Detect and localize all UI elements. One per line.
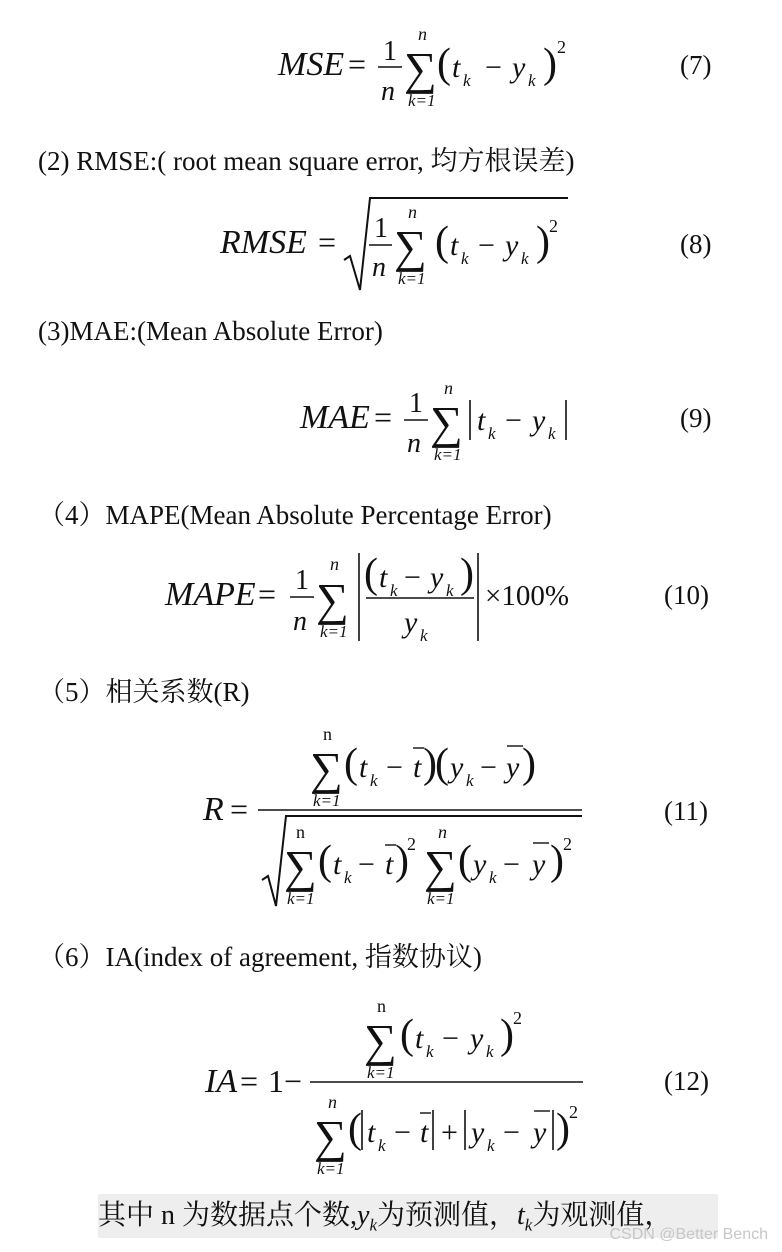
heading-mape: （4）MAPE(Mean Absolute Percentage Error) — [38, 500, 552, 530]
svg-text:2: 2 — [569, 1102, 578, 1122]
svg-text:k: k — [370, 771, 378, 790]
svg-text:y: y — [404, 606, 418, 639]
svg-text:n: n — [372, 252, 386, 283]
equation-rmse — [0, 190, 782, 300]
mape-lhs: MAPE — [165, 576, 256, 613]
equation-number-mape: (10) — [664, 580, 709, 610]
svg-text:t: t — [450, 229, 459, 262]
svg-text:t: t — [333, 848, 342, 881]
heading-r: （5）相关系数(R) — [38, 677, 250, 707]
footer-note: 其中 n 为数据点个数$,y_k$为预测值，$t_k$为观测值， — [98, 1194, 718, 1238]
svg-text:=: = — [374, 399, 393, 435]
svg-text:−: − — [505, 404, 522, 437]
equation-number-r: (11) — [664, 796, 708, 826]
mse-lhs: MSE — [278, 46, 345, 83]
svg-text:2: 2 — [563, 834, 572, 854]
sigma-icon: ∑ — [316, 574, 349, 625]
mae-lhs: MAE — [300, 399, 370, 436]
svg-text:(: ( — [458, 838, 472, 884]
svg-text:n: n — [438, 822, 447, 842]
svg-text:k: k — [390, 581, 398, 600]
svg-text:t: t — [413, 751, 422, 784]
svg-text:k: k — [489, 868, 497, 887]
svg-text:t: t — [367, 1116, 376, 1149]
svg-text:y: y — [505, 229, 519, 262]
heading-mae: (3)MAE:(Mean Absolute Error) — [38, 316, 383, 346]
mape-factor: ×100% — [485, 580, 570, 612]
svg-text:t: t — [379, 561, 388, 594]
svg-text:(: ( — [318, 838, 332, 884]
svg-text:k: k — [488, 424, 496, 443]
svg-text:): ) — [500, 1012, 514, 1058]
svg-text:−: − — [503, 1116, 520, 1149]
svg-text:k: k — [463, 71, 471, 90]
heading-rmse: (2) RMSE:( root mean square error, 均方根误差) — [38, 146, 575, 176]
svg-text:y: y — [512, 51, 526, 84]
svg-text:y: y — [533, 1116, 547, 1149]
svg-text:=: = — [240, 1063, 259, 1099]
svg-text:k=1: k=1 — [320, 622, 348, 641]
svg-text:): ) — [460, 551, 474, 597]
svg-text:−: − — [503, 848, 520, 881]
svg-text:y: y — [532, 848, 546, 881]
svg-text:k: k — [344, 868, 352, 887]
rmse-lhs: RMSE — [220, 224, 307, 261]
svg-text:(: ( — [364, 551, 378, 597]
sigma-icon: ∑ — [310, 743, 343, 794]
svg-text:(: ( — [435, 741, 449, 787]
svg-text:t: t — [420, 1116, 429, 1149]
sigma-icon: ∑ — [424, 841, 457, 892]
svg-text:n: n — [330, 554, 339, 574]
svg-text:y: y — [470, 1022, 484, 1055]
sigma-icon: ∑ — [430, 397, 463, 448]
svg-text:k: k — [446, 581, 454, 600]
svg-text:n: n — [296, 822, 305, 842]
svg-text:y: y — [430, 561, 444, 594]
svg-text:2: 2 — [557, 37, 566, 57]
svg-text:n: n — [407, 428, 421, 459]
heading-ia: （6）IA(index of agreement, 指数协议) — [38, 942, 482, 972]
svg-text:2: 2 — [407, 834, 416, 854]
svg-text:1: 1 — [409, 388, 423, 419]
sigma-icon: ∑ — [364, 1015, 397, 1066]
svg-text:=: = — [258, 576, 277, 612]
svg-text:=: = — [230, 791, 249, 827]
svg-text:(: ( — [348, 1106, 362, 1152]
equation-mae — [0, 370, 782, 470]
svg-text:k=1: k=1 — [317, 1159, 345, 1178]
watermark: CSDN @Better Bench — [609, 1226, 768, 1243]
svg-text:k=1: k=1 — [398, 269, 426, 288]
svg-text:k: k — [426, 1042, 434, 1061]
svg-text:y: y — [450, 751, 464, 784]
svg-text:−: − — [442, 1022, 459, 1055]
svg-text:1: 1 — [374, 213, 388, 244]
svg-text:(: ( — [400, 1012, 414, 1058]
svg-text:n: n — [293, 606, 307, 637]
svg-text:n: n — [408, 202, 417, 222]
svg-text:y: y — [473, 848, 487, 881]
svg-text:n: n — [444, 378, 453, 398]
svg-text:k=1: k=1 — [287, 889, 315, 908]
ia-lhs: IA — [205, 1063, 238, 1100]
svg-text:1: 1 — [383, 36, 397, 67]
svg-text:t: t — [452, 51, 461, 84]
svg-text:n: n — [377, 996, 386, 1016]
svg-text:k: k — [420, 626, 428, 645]
r-lhs: R — [203, 791, 224, 828]
svg-text:y: y — [532, 404, 546, 437]
svg-text:): ) — [522, 741, 536, 787]
svg-text:n: n — [323, 724, 332, 744]
svg-text:): ) — [423, 741, 437, 787]
svg-text:−: − — [358, 848, 375, 881]
svg-text:k: k — [486, 1042, 494, 1061]
svg-text:y: y — [506, 751, 520, 784]
svg-text:k: k — [466, 771, 474, 790]
svg-text:k: k — [528, 71, 536, 90]
svg-text:−: − — [394, 1116, 411, 1149]
svg-text:k: k — [487, 1136, 495, 1155]
equation-number-rmse: (8) — [680, 229, 712, 259]
svg-text:k: k — [461, 249, 469, 268]
svg-text:−: − — [404, 561, 421, 594]
svg-text:=: = — [318, 224, 337, 260]
svg-text:t: t — [385, 848, 394, 881]
svg-text:n: n — [418, 24, 427, 44]
sigma-icon: ∑ — [404, 43, 437, 94]
svg-text:k=1: k=1 — [434, 445, 462, 464]
svg-text:t: t — [477, 404, 486, 437]
equation-mse — [0, 20, 782, 140]
svg-text:=: = — [348, 46, 367, 82]
svg-text:−: − — [478, 229, 495, 262]
svg-text:+: + — [441, 1116, 458, 1149]
svg-text:): ) — [556, 1106, 570, 1152]
svg-text:): ) — [550, 838, 564, 884]
svg-text:k: k — [548, 424, 556, 443]
sigma-icon: ∑ — [314, 1111, 347, 1162]
svg-text:k=1: k=1 — [427, 889, 455, 908]
svg-text:−: − — [480, 751, 497, 784]
svg-text:t: t — [415, 1022, 424, 1055]
svg-text:n: n — [328, 1092, 337, 1112]
svg-text:k: k — [378, 1136, 386, 1155]
svg-text:1: 1 — [295, 565, 309, 596]
svg-text:(: ( — [437, 41, 451, 87]
svg-text:): ) — [536, 219, 550, 265]
svg-text:y: y — [471, 1116, 485, 1149]
svg-text:2: 2 — [549, 216, 558, 236]
sigma-icon: ∑ — [284, 841, 317, 892]
svg-text:k: k — [521, 249, 529, 268]
svg-text:(: ( — [344, 741, 358, 787]
svg-text:−: − — [386, 751, 403, 784]
svg-text:−: − — [485, 51, 502, 84]
equation-number-mse: (7) — [680, 50, 712, 80]
svg-text:2: 2 — [513, 1008, 522, 1028]
equation-number-mae: (9) — [680, 403, 712, 433]
svg-text:): ) — [395, 838, 409, 884]
svg-text:k=1: k=1 — [408, 91, 436, 110]
svg-text:t: t — [359, 751, 368, 784]
svg-text:n: n — [381, 76, 395, 107]
svg-text:(: ( — [435, 219, 449, 265]
equation-number-ia: (12) — [664, 1066, 709, 1096]
svg-text:k=1: k=1 — [367, 1063, 395, 1082]
svg-text:): ) — [543, 41, 557, 87]
sigma-icon: ∑ — [394, 221, 427, 272]
svg-text:1−: 1− — [268, 1063, 303, 1099]
svg-text:k=1: k=1 — [313, 791, 341, 810]
